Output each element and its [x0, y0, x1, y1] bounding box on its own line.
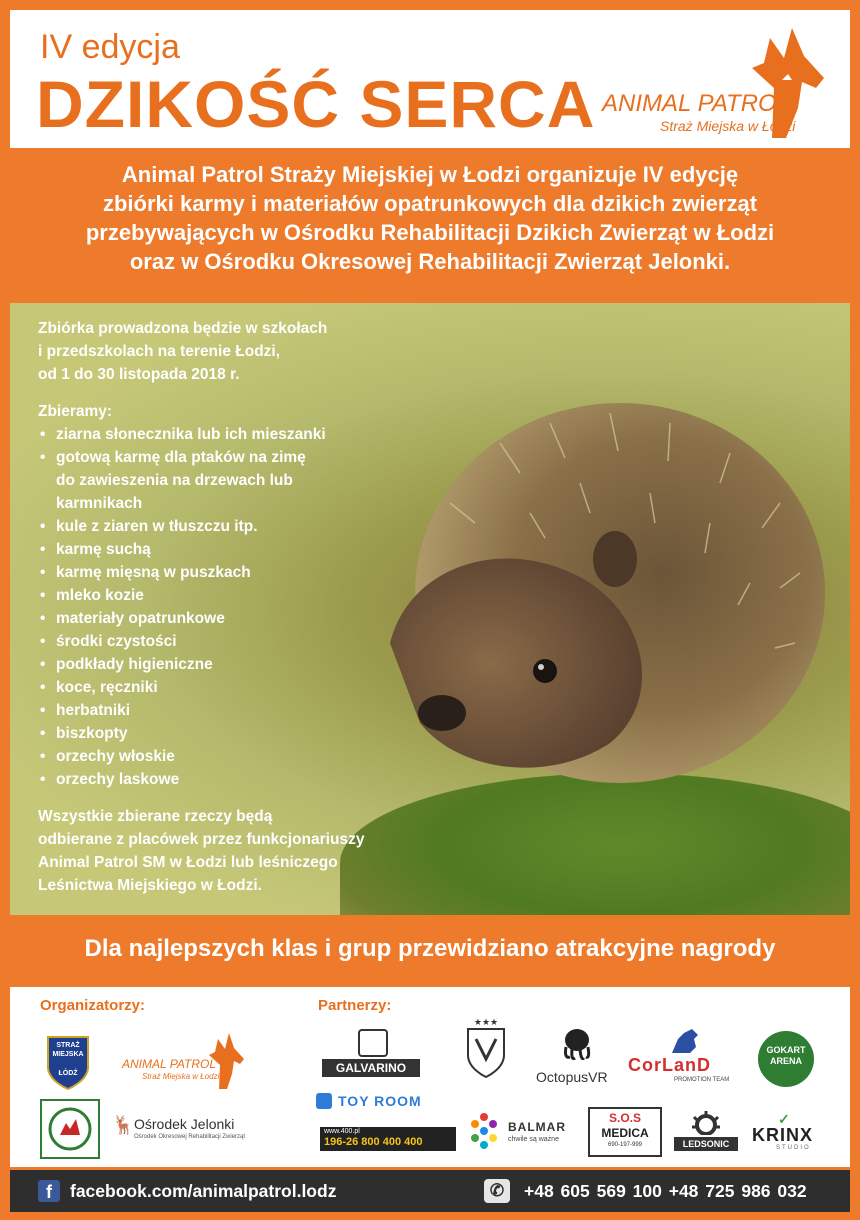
pub-400-phone: 196-26 800 400 400 [324, 1136, 423, 1148]
gear-icon [688, 1109, 724, 1135]
toy-room-name: TOY ROOM [338, 1093, 422, 1109]
sos-phone: 690-197-999 [607, 1142, 643, 1148]
intro-text [10, 160, 850, 276]
collection-details [38, 317, 364, 897]
closing-line: odbierane z placówek przez funkcjonariuszy [38, 831, 365, 848]
corland-name: CorLanD [628, 1055, 711, 1075]
page-title: DZIKOŚĆ SERCA [36, 67, 596, 141]
collect-list [38, 423, 364, 791]
gokart-arena-logo [758, 1031, 814, 1087]
closing-line: Leśnictwa Miejskiego w Łodzi. [38, 877, 262, 894]
list-item: • mleko kozie [40, 584, 364, 607]
animal-patrol-small-sub: Straż Miejska w Łodzi [142, 1072, 220, 1081]
jelonki-sub: Ośrodek Okresowej Rehabilitacji Zwierząt [134, 1134, 246, 1140]
list-item: • podkłady higieniczne [40, 653, 364, 676]
intro-line: Animal Patrol Straży Miejskiej w Łodzi organizuje IV edycję [121, 162, 739, 187]
krinx-check-icon: ✓ [778, 1111, 790, 1127]
straz-miejska-badge [43, 1033, 93, 1091]
krinx-sub: STUDIO [776, 1145, 811, 1151]
facebook-icon: f [38, 1180, 60, 1202]
horse-icon [668, 1027, 704, 1055]
list-item: • karmę mięsną w puszkach [40, 561, 364, 584]
header-banner [10, 10, 850, 148]
pub-400-url: www.400.pl [324, 1128, 360, 1135]
deer-icon: 🦌 [112, 1115, 135, 1135]
list-item: • materiały opatrunkowe [40, 607, 364, 630]
badge-line: ŁÓDŹ [58, 1070, 78, 1077]
sos-medica: MEDICA [601, 1126, 649, 1140]
list-item: • karmę suchą [40, 538, 364, 561]
collect-title: Zbieramy: [38, 403, 113, 420]
intro-line: zbiórki karmy i materiałów opatrunkowych dla dzikich zwierząt [102, 191, 758, 216]
jelonki-badge [40, 1099, 100, 1159]
galvarino-name: GALVARINO [322, 1059, 420, 1077]
octopus-name: OctopusVR [536, 1069, 608, 1085]
sponsors-panel [10, 987, 850, 1167]
list-item: • środki czystości [40, 630, 364, 653]
gokart-name: GOKART ARENA [766, 1045, 806, 1066]
galvarino-logo [322, 1029, 420, 1081]
wiki-crest-logo [458, 1015, 514, 1081]
partners-label: Partnerzy: [318, 997, 392, 1014]
balmar-name: BALMAR [508, 1120, 566, 1134]
animal-patrol-logo [602, 18, 832, 143]
info-line: Zbiórka prowadzona będzie w szkołach [38, 320, 328, 337]
ledsonic-name: LEDSONIC [674, 1137, 738, 1151]
krinx-name: KRINX [752, 1125, 814, 1145]
facebook-link[interactable]: facebook.com/animalpatrol.lodz [70, 1181, 337, 1201]
list-item: • orzechy włoskie [40, 745, 364, 768]
list-item: • koce, ręczniki [40, 676, 364, 699]
hedgehog-photo [10, 303, 850, 915]
prize-announcement: Dla najlepszych klas i grup przewidziano atrakcyjne nagrody [84, 935, 776, 962]
logo-subtitle: Straż Miejska w Łodzi [660, 118, 796, 134]
animal-patrol-small-logo [122, 1029, 247, 1094]
list-item: • biszkopty [40, 722, 364, 745]
badge-line: STRAŻ [56, 1042, 80, 1049]
corland-sub: PROMOTION TEAM [674, 1077, 730, 1083]
logo-name: ANIMAL PATROL [602, 90, 791, 117]
list-item: • herbatniki [40, 699, 364, 722]
octopus-vr-logo [532, 1027, 622, 1087]
octopus-icon [560, 1027, 594, 1061]
krinx-logo [750, 1111, 822, 1155]
galvarino-emblem-icon [358, 1029, 388, 1057]
closing-line: Animal Patrol SM w Łodzi lub leśniczego [38, 854, 338, 871]
jelonki-logo [112, 1115, 262, 1149]
info-line: od 1 do 30 listopada 2018 r. [38, 366, 240, 383]
toy-room-logo [316, 1091, 436, 1115]
list-item-continuation: do zawieszenia na drzewach lub [56, 472, 293, 489]
intro-line: oraz w Ośrodku Okresowej Rehabilitacji Zwierząt Jelonki. [129, 249, 731, 274]
pub-400-logo [320, 1127, 456, 1151]
list-item: • kule z ziaren w tłuszczu itp. [40, 515, 364, 538]
footer-bar [10, 1170, 850, 1212]
animal-patrol-small-name: ANIMAL PATROL [122, 1057, 217, 1071]
sos-medica-logo [588, 1107, 662, 1157]
balmar-sub: chwile są ważne [508, 1136, 559, 1143]
ledsonic-logo [674, 1109, 738, 1153]
closing-line: Wszystkie zbierane rzeczy będą [38, 808, 273, 825]
sos-name: S.O.S [608, 1111, 641, 1125]
info-line: i przedszkolach na terenie Łodzi, [38, 343, 281, 360]
phone-icon: ✆ [484, 1179, 510, 1203]
corland-logo [628, 1027, 748, 1085]
balmar-logo [468, 1111, 578, 1155]
jelonki-name: Ośrodek Jelonki [134, 1116, 235, 1132]
hedgehog-illustration [350, 383, 830, 803]
intro-line: przebywających w Ośrodku Rehabilitacji Dzikich Zwierząt w Łodzi [85, 220, 775, 245]
svg-text:★★★: ★★★ [473, 1018, 499, 1028]
list-item: • gotową karmę dla ptaków na zimę [40, 446, 364, 469]
toy-room-cube-icon [316, 1093, 332, 1109]
organizers-label: Organizatorzy: [40, 997, 146, 1014]
phone-numbers: +48 605 569 100 +48 725 986 032 [524, 1181, 807, 1201]
badge-line: MIEJSKA [52, 1051, 84, 1058]
deer-emblem-icon [42, 1101, 98, 1157]
balmar-dots-icon [468, 1111, 500, 1153]
crest-icon [458, 1015, 514, 1081]
list-item-continuation: karmnikach [56, 495, 143, 512]
edition-label: IV edycja [40, 28, 180, 66]
list-item: • ziarna słonecznika lub ich mieszanki [40, 423, 364, 446]
list-item: • orzechy laskowe [40, 768, 364, 791]
